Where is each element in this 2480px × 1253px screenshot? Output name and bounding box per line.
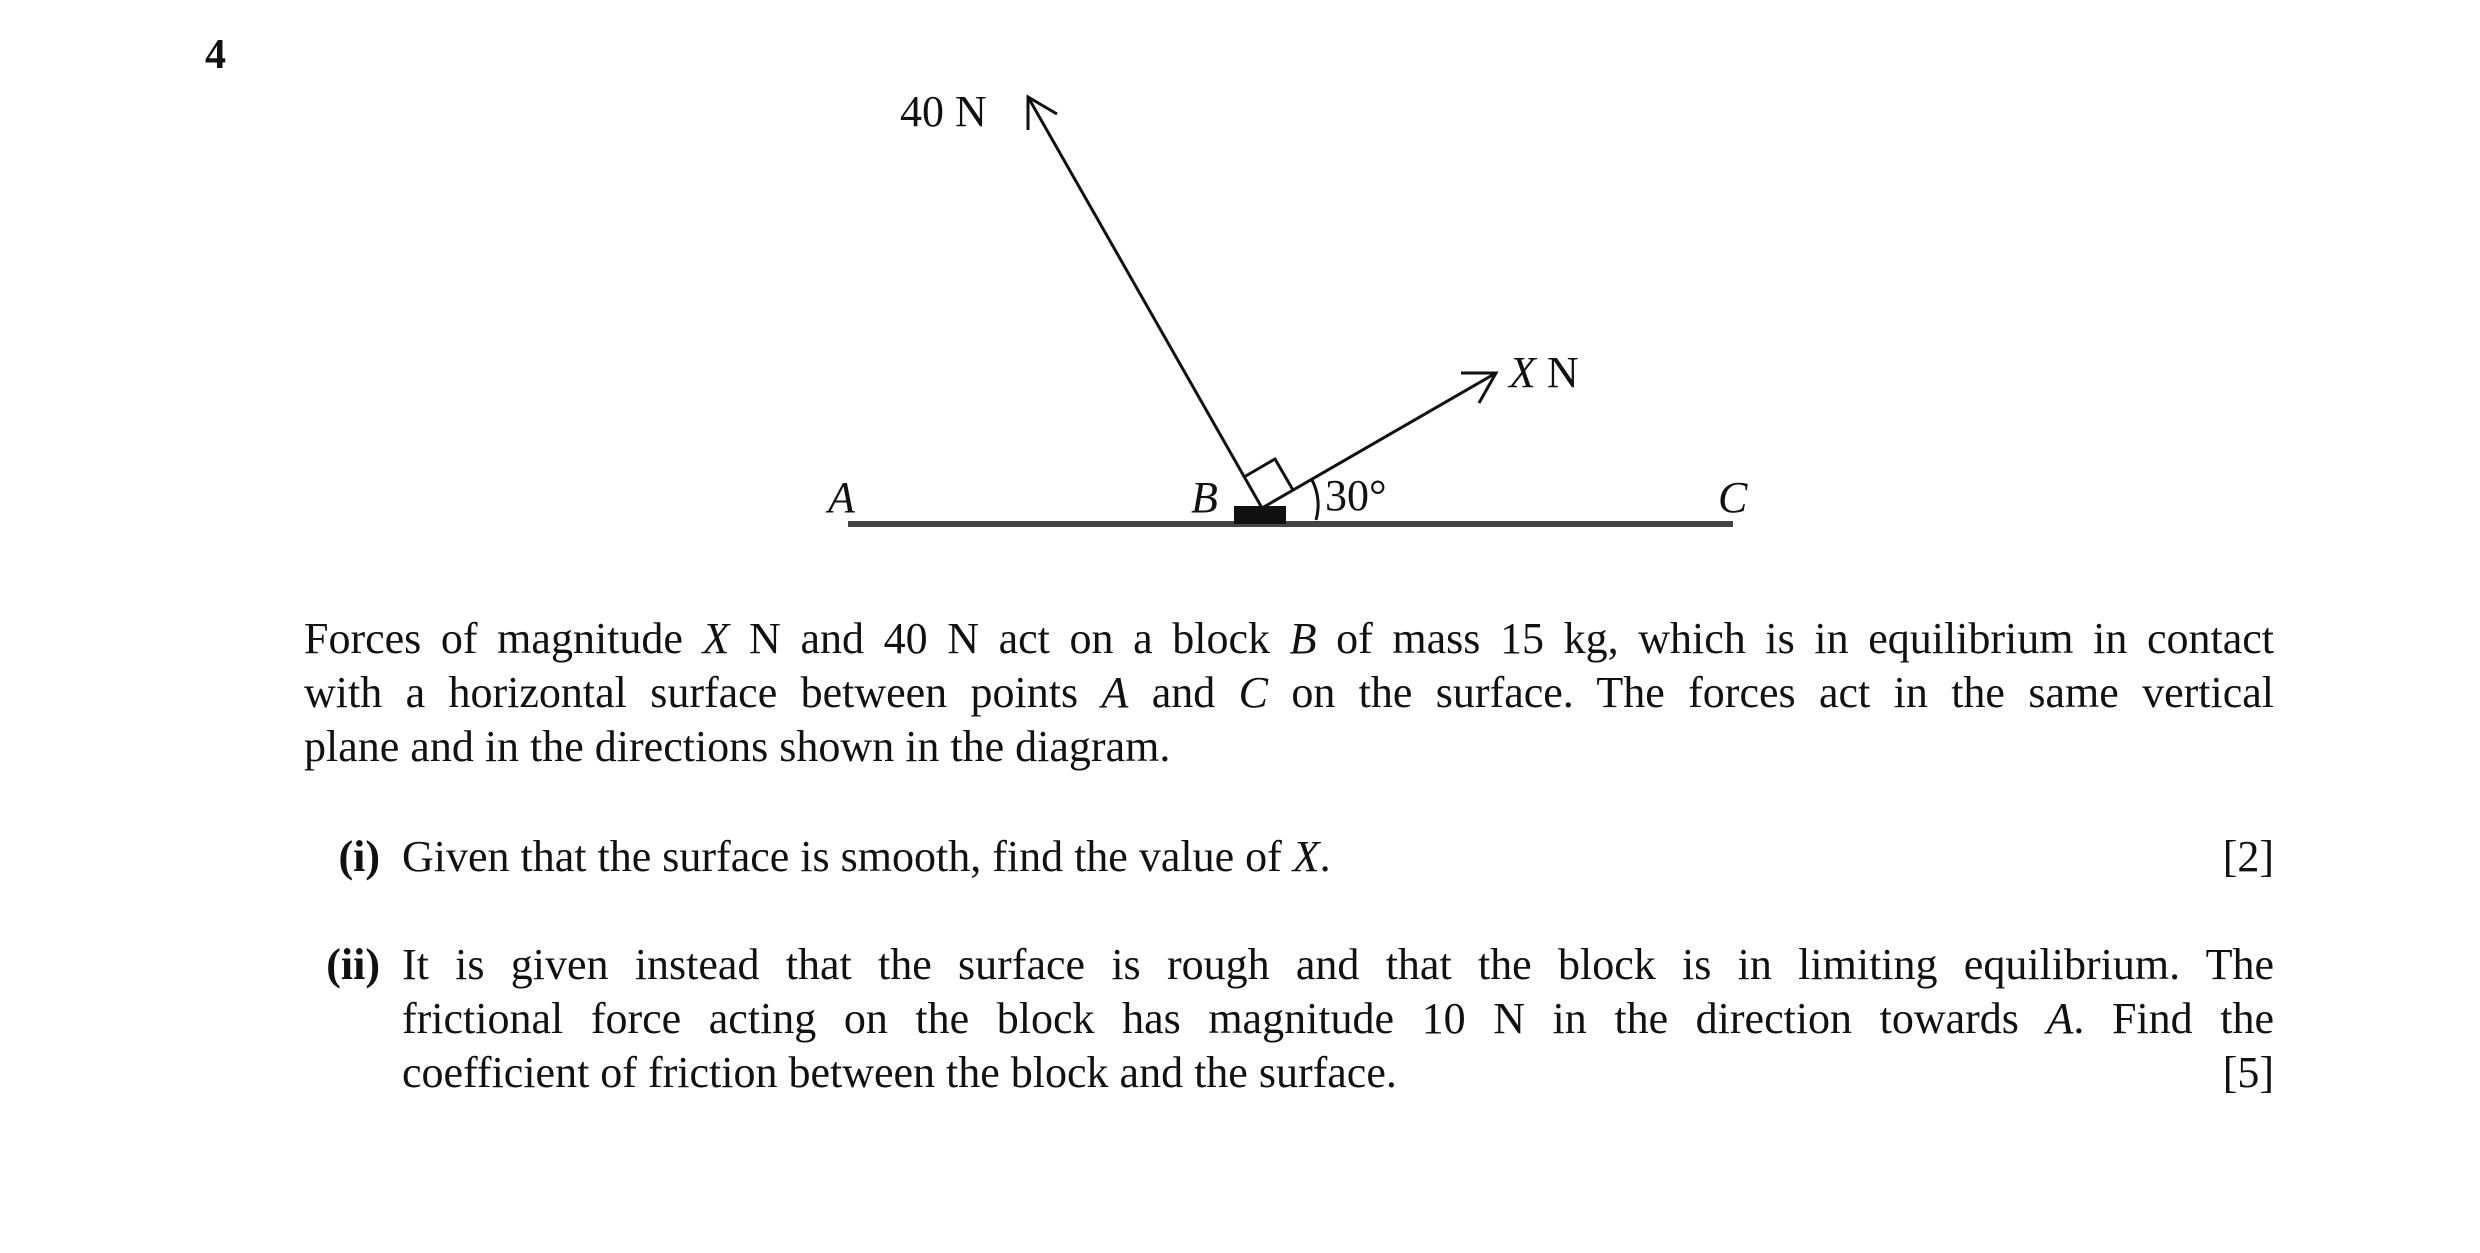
- part-ii-line-1: It is given instead that the surface is rough and that the block is in limiting equilibrium. The: [402, 940, 2274, 989]
- point-b-label: B: [1191, 473, 1218, 522]
- part-i-text: Given that the surface is smooth, find the value of X.: [402, 832, 1331, 881]
- question-number: 4: [205, 32, 226, 78]
- force-diagram: [0, 0, 2480, 600]
- question-intro: [304, 612, 2274, 774]
- force-x-var: X: [1509, 348, 1536, 397]
- right-angle-marker: [1244, 459, 1293, 490]
- part-ii-text-3: coefficient of friction between the block and the surface.: [402, 1048, 1397, 1097]
- intro-line-2: with a horizontal surface between points A and C on the surface. The forces act in the same vertical: [304, 668, 2274, 717]
- part-ii-line-3: [402, 1046, 2274, 1100]
- part-ii-line-2: frictional force acting on the block has magnitude 10 N in the direction towards A. Find the: [402, 994, 2275, 1043]
- point-c-label: C: [1718, 473, 1748, 522]
- intro-line-1: Forces of magnitude X N and 40 N act on a block B of mass 15 kg, which is in equilibrium in contact: [304, 614, 2274, 663]
- force-x-unit: N: [1535, 348, 1579, 397]
- part-i-line: [402, 830, 2274, 884]
- part-ii-body: [402, 938, 2274, 1100]
- force-x-label: [1507, 348, 1579, 397]
- point-a-label: A: [828, 473, 855, 522]
- part-ii-label: (ii): [326, 940, 380, 989]
- force-40-line: [1028, 97, 1262, 508]
- part-ii-marks: [5]: [2222, 1048, 2274, 1097]
- angle-arc: [1312, 480, 1318, 520]
- part-i-marks: [2]: [2222, 832, 2274, 881]
- angle-label: 30°: [1325, 471, 1387, 520]
- force-40-label: 40 N: [900, 87, 987, 136]
- block-b: [1234, 506, 1286, 524]
- part-i-body: [402, 830, 2274, 884]
- intro-line-3: plane and in the directions shown in the diagram.: [304, 722, 1171, 771]
- part-i-label: (i): [338, 832, 380, 881]
